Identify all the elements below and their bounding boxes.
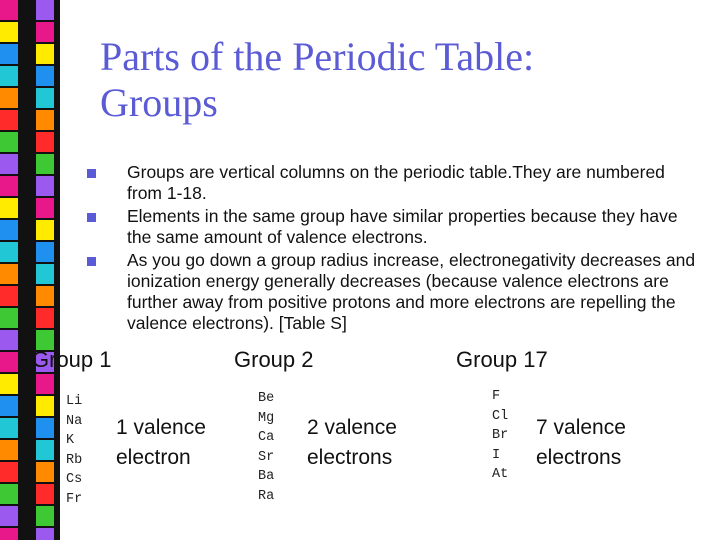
group-2-heading: Group 2 xyxy=(234,347,314,372)
border-cell xyxy=(36,440,54,460)
border-cell xyxy=(0,418,18,438)
bullet-item xyxy=(87,162,697,204)
element-symbol: Ba xyxy=(258,469,275,484)
valence-line: electron xyxy=(116,446,191,469)
valence-line: electrons xyxy=(307,446,393,469)
group-1-valence xyxy=(116,413,206,473)
border-cell xyxy=(36,176,54,196)
element-symbol: Mg xyxy=(258,410,275,426)
border-cell xyxy=(0,528,18,540)
element-symbol: Rb xyxy=(66,452,83,468)
border-cell xyxy=(36,374,54,394)
valence-line: 2 valence xyxy=(307,416,397,439)
element-symbol: Ca xyxy=(258,430,275,445)
border-column-left xyxy=(0,0,18,540)
border-cell xyxy=(0,88,18,108)
border-cell xyxy=(0,506,18,526)
border-cell xyxy=(0,330,18,350)
border-cell xyxy=(36,154,54,174)
border-cell xyxy=(0,198,18,218)
group-1-heading: Group 1 xyxy=(32,347,112,372)
border-cell xyxy=(36,132,54,152)
border-column-right xyxy=(36,0,54,540)
element-symbol: Na xyxy=(66,413,83,429)
group-17-heading: Group 17 xyxy=(456,347,548,372)
border-cell xyxy=(0,22,18,42)
border-cell xyxy=(36,198,54,218)
border-cell xyxy=(0,176,18,196)
bullet-text: Groups are vertical columns on the periodic table.They are numbered from 1-18. xyxy=(127,162,665,203)
border-cell xyxy=(0,132,18,152)
valence-line: 1 valence xyxy=(116,416,206,439)
border-cell xyxy=(36,242,54,262)
group-1-elements xyxy=(66,392,82,509)
element-symbol: Li xyxy=(66,394,83,409)
group-17-valence xyxy=(536,413,626,473)
border-cell xyxy=(36,286,54,306)
border-cell xyxy=(36,110,54,130)
border-cell xyxy=(0,66,18,86)
element-symbol: Br xyxy=(492,428,509,443)
square-bullet-icon xyxy=(87,257,96,266)
valence-line: electrons xyxy=(536,446,622,469)
border-cell xyxy=(0,0,18,20)
element-symbol: K xyxy=(66,433,75,448)
element-symbol: Ra xyxy=(258,488,275,504)
border-cell xyxy=(0,396,18,416)
element-symbol: Cs xyxy=(66,472,83,487)
border-cell xyxy=(36,462,54,482)
border-cell xyxy=(0,44,18,64)
border-cell xyxy=(36,88,54,108)
bullet-item xyxy=(87,250,697,334)
border-cell xyxy=(36,308,54,328)
border-cell xyxy=(36,418,54,438)
slide-title: Parts of the Periodic Table: Groups xyxy=(100,34,535,125)
element-symbol: Fr xyxy=(66,491,83,507)
border-cell xyxy=(36,66,54,86)
border-cell xyxy=(0,110,18,130)
border-cell xyxy=(36,528,54,540)
border-cell xyxy=(0,286,18,306)
border-cell xyxy=(0,484,18,504)
border-cell xyxy=(36,220,54,240)
group-2-valence xyxy=(307,413,397,473)
border-cell xyxy=(0,154,18,174)
border-cell xyxy=(0,264,18,284)
border-cell xyxy=(0,440,18,460)
element-symbol: At xyxy=(492,467,509,482)
border-cell xyxy=(0,220,18,240)
valence-line: 7 valence xyxy=(536,416,626,439)
square-bullet-icon xyxy=(87,169,96,178)
border-cell xyxy=(36,44,54,64)
border-cell xyxy=(36,264,54,284)
border-cell xyxy=(36,506,54,526)
border-cell xyxy=(36,22,54,42)
border-cell xyxy=(0,352,18,372)
bullet-list xyxy=(87,162,697,336)
border-cell xyxy=(0,242,18,262)
border-cell xyxy=(0,374,18,394)
border-cell xyxy=(0,308,18,328)
group-17-elements xyxy=(492,387,508,485)
bullet-text: Elements in the same group have similar properties because they have the same amount of valence electrons. xyxy=(127,206,678,247)
decorative-border xyxy=(0,0,72,540)
group-2-elements xyxy=(258,389,274,506)
bullet-item xyxy=(87,206,697,248)
element-symbol: F xyxy=(492,389,501,404)
element-symbol: Sr xyxy=(258,449,275,465)
border-cell xyxy=(36,484,54,504)
element-symbol: Cl xyxy=(492,408,509,424)
element-symbol: I xyxy=(492,447,501,463)
bullet-text: As you go down a group radius increase, electronegativity decreases and ionization energy generally decreases (because valence electrons are further away from positive protons and more electrons are repelling the valence electrons). [Table S] xyxy=(127,250,696,333)
square-bullet-icon xyxy=(87,213,96,222)
border-cell xyxy=(36,0,54,20)
border-cell xyxy=(0,462,18,482)
border-cell xyxy=(36,396,54,416)
element-symbol: Be xyxy=(258,391,275,406)
